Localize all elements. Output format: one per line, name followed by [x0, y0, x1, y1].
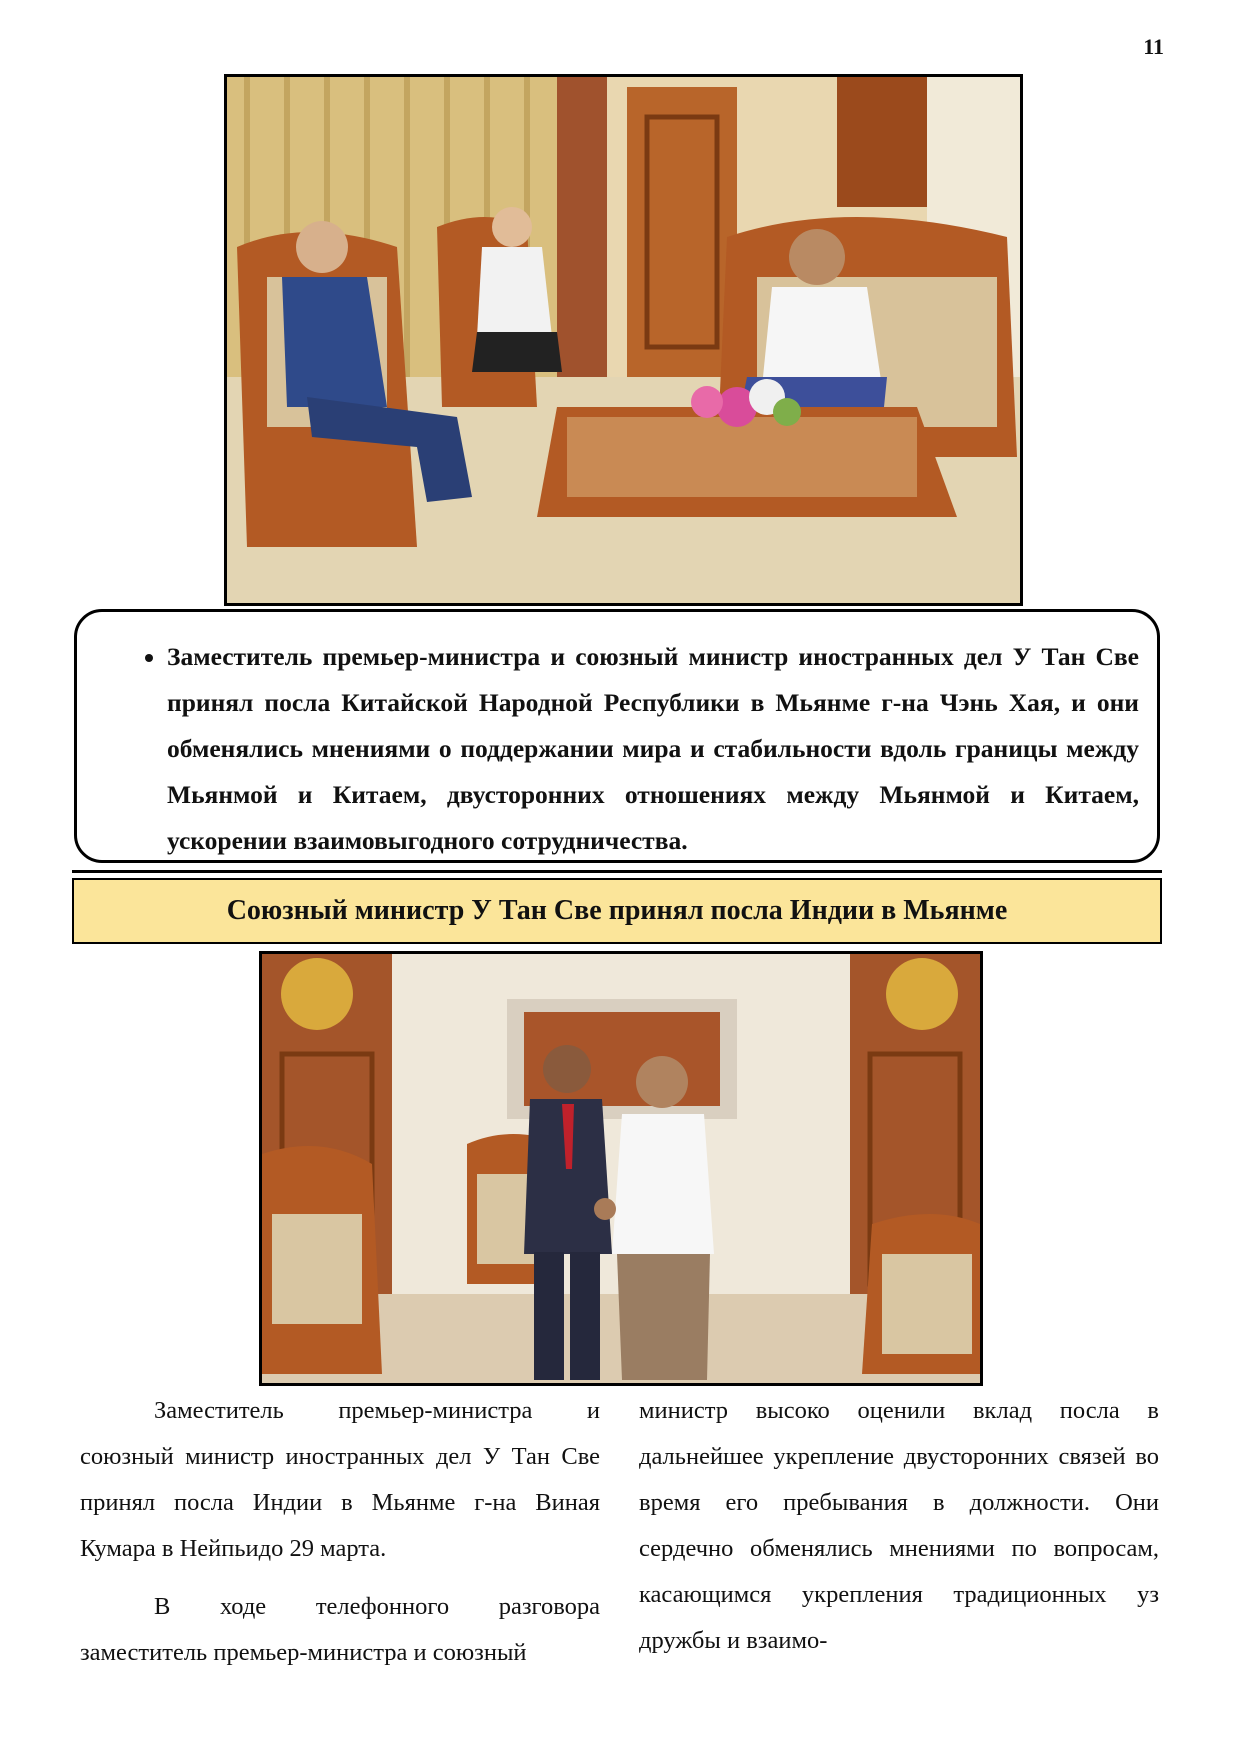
photo-meeting-chinese-ambassador-icon: [227, 77, 1020, 603]
headline-text: Союзный министр У Тан Све принял посла Индии в Мьянме: [226, 895, 1008, 926]
meeting-photo-india: [259, 951, 983, 1386]
article-paragraph: Заместитель премьер-министра и союзный министр иностранных дел У Тан Све принял посла Индии в Мьянме г-на Виная Кумара в Нейпьидо 29 марта.: [80, 1397, 600, 1562]
divider-thick: [72, 870, 1162, 873]
page-number: 11: [1143, 34, 1164, 59]
article-paragraph: министр высоко оценили вклад посла в дальнейшее укрепление двусторонних связей во время его пребывания в должности. Они сердечно обменялись мнениями по вопросам, касающимся укрепления традиционных уз дружбы и взаимо-: [639, 1397, 1159, 1654]
article-headline: [72, 878, 1162, 944]
photo-caption-box: [74, 609, 1160, 863]
article-paragraph: В ходе телефонного разговора заместитель премьер-министра и союзный: [80, 1593, 600, 1666]
meeting-photo-china: [224, 74, 1023, 606]
caption-list: [129, 634, 1139, 864]
article-column-right: [639, 1388, 1159, 1664]
caption-text: • Заместитель премьер-министра и союзный министр иностранных дел У Тан Све принял посла Китайской Народной Республики в Мьянме г-на Чэнь Хая, и они обменялись мнениями о поддержании мира и стабильности вдоль границы между Мьянмой и Китаем, двусторонних отношениях между Мьянмой и Китаем, ускорении взаимовыгодного сотрудничества.: [167, 634, 1139, 864]
photo-meeting-indian-ambassador-icon: [262, 954, 980, 1383]
article-column-left: [80, 1388, 600, 1676]
